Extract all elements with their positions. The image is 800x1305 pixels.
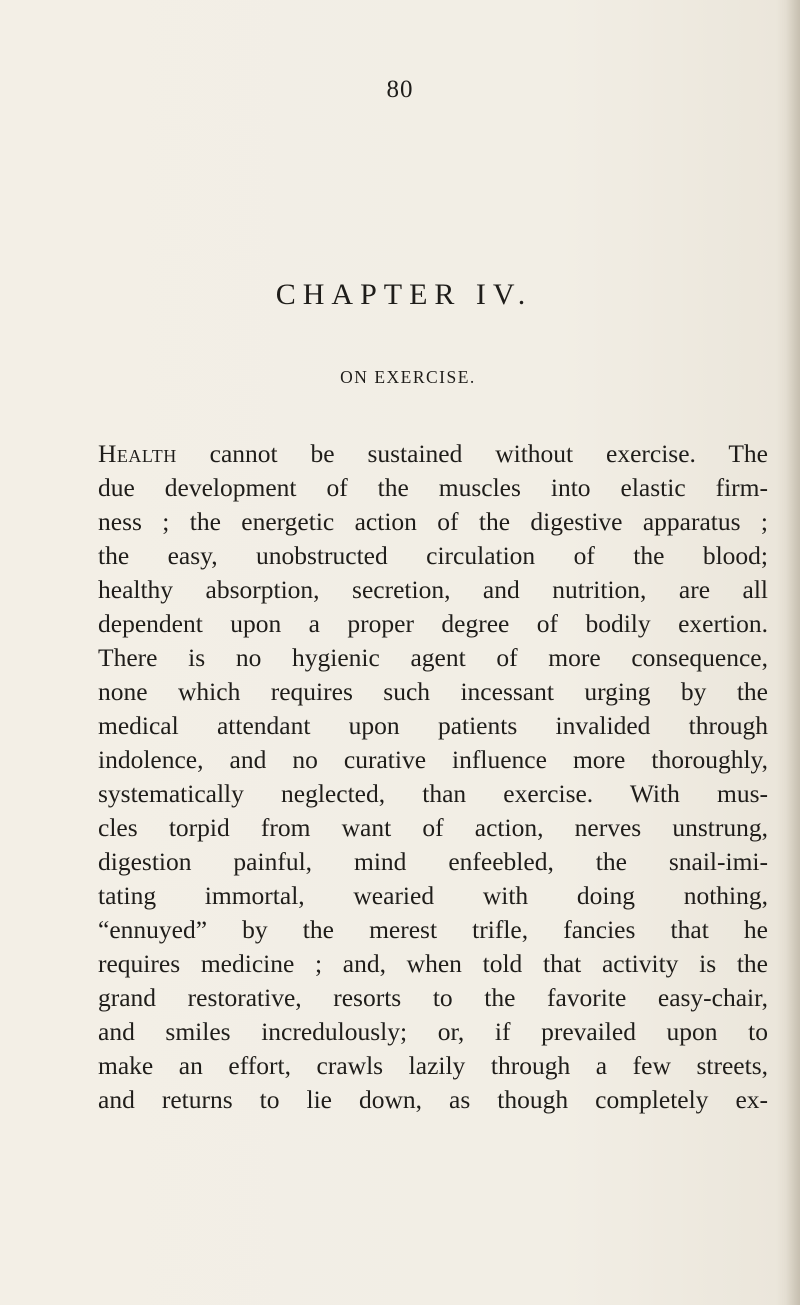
- text-line: dependent upon a proper degree of bodily exertion.: [98, 609, 768, 638]
- section-heading: ON EXERCISE.: [340, 367, 476, 387]
- text-line: systematically neglected, than exercise. With mus-: [98, 779, 768, 808]
- page-number: 80: [386, 76, 414, 103]
- page-edge-shadow: [786, 0, 800, 1305]
- text-line: digestion painful, mind enfeebled, the snail-imi-: [98, 847, 768, 876]
- text-line: make an effort, crawls lazily through a few streets,: [98, 1051, 768, 1080]
- text-line: requires medicine ; and, when told that activity is the: [98, 949, 768, 978]
- text-line: indolence, and no curative influence more thoroughly,: [98, 745, 768, 774]
- text-line: There is no hygienic agent of more consequence,: [98, 643, 768, 672]
- opening-word: Health: [98, 439, 177, 468]
- body-paragraph: [98, 437, 768, 1117]
- text-line: grand restorative, resorts to the favorite easy-chair,: [98, 983, 768, 1012]
- text-line: none which requires such incessant urging by the: [98, 677, 768, 706]
- text-line: medical attendant upon patients invalided through: [98, 711, 768, 740]
- text-line: [98, 437, 768, 471]
- chapter-heading: CHAPTER IV.: [275, 278, 533, 311]
- text-line: and smiles incredulously; or, if prevailed upon to: [98, 1017, 768, 1046]
- text-line: due development of the muscles into elastic firm-: [98, 473, 768, 502]
- text-line: cles torpid from want of action, nerves unstrung,: [98, 813, 768, 842]
- text-line: tating immortal, wearied with doing nothing,: [98, 881, 768, 910]
- text-line: the easy, unobstructed circulation of the blood;: [98, 541, 768, 570]
- text-line: ness ; the energetic action of the digestive apparatus ;: [98, 507, 768, 536]
- text-line: and returns to lie down, as though completely ex-: [98, 1085, 768, 1114]
- text-line: “ennuyed” by the merest trifle, fancies that he: [98, 915, 768, 944]
- text-line: healthy absorption, secretion, and nutrition, are all: [98, 575, 768, 604]
- text-line-content: cannot be sustained without exercise. The: [176, 439, 768, 468]
